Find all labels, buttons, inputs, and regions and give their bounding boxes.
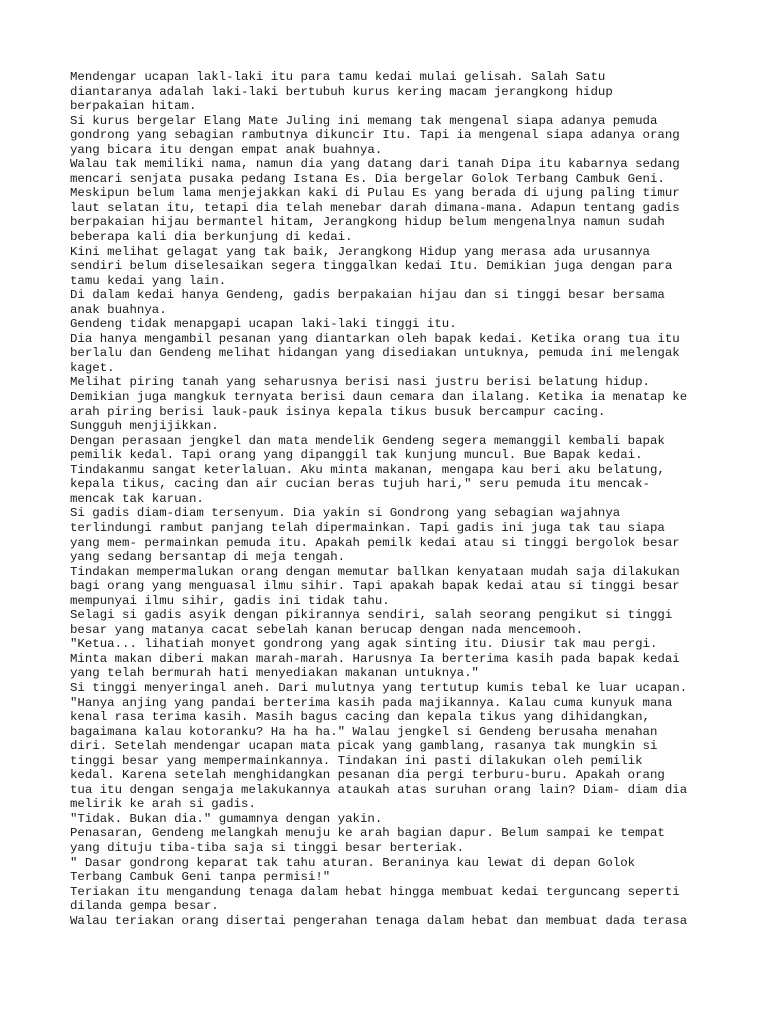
text-line: Minta makan diberi makan marah-marah. Harusnya Ia berterima kasih pada bapak kedai [70, 651, 680, 666]
text-line: Teriakan itu mengandung tenaga dalam hebat hingga membuat kedai terguncang seperti [70, 884, 680, 899]
text-line: Sungguh menjijikkan. [70, 419, 219, 434]
text-line: Walau teriakan orang disertai pengerahan tenaga dalam hebat dan membuat dada terasa [70, 913, 688, 928]
text-line: terlindungi rambut panjang telah dipermainkan. Tapi gadis ini juga tak tau siapa [70, 520, 665, 535]
text-line: "Hanya anjing yang pandai berterima kasih pada majikannya. Kalau cuma kunyuk mana [70, 695, 673, 710]
text-line: Gendeng tidak menapgapi ucapan laki-laki tinggi itu. [70, 317, 457, 332]
text-line: Si tinggi menyeringal aneh. Dari mulutnya yang tertutup kumis tebal ke luar ucapan. [70, 680, 688, 695]
text-line: Tindakan mempermalukan orang dengan memutar ballkan kenyataan mudah saja dilakukan [70, 564, 680, 579]
text-line: Selagi si gadis asyik dengan pikirannya sendiri, salah seorang pengikut si tinggi [70, 608, 673, 623]
text-line: berpakaian hitam. [70, 99, 197, 114]
document-page [70, 70, 710, 928]
text-line: melirik ke arah si gadis. [70, 797, 256, 812]
text-line: yang mem- permainkan pemuda itu. Apakah pemilk kedai atau si tinggi bergolok besar [70, 535, 680, 550]
text-line: kepala tikus, cacing dan air cucian beras tujuh hari," seru pemuda itu mencak- [70, 477, 650, 492]
text-line: Melihat piring tanah yang seharusnya berisi nasi justru berisi belatung hidup. [70, 375, 650, 390]
text-line: diri. Setelah mendengar ucapan mata picak yang gamblang, rasanya tak mungkin si [70, 739, 658, 754]
text-line: yang sedang bersantap di meja tengah. [70, 550, 346, 565]
text-line: yang telah bermurah hati menyediakan makanan untuknya." [70, 666, 479, 681]
text-line: tinggi besar yang mempermainkannya. Tindakan ini pasti dilakukan oleh pemilik [70, 753, 643, 768]
text-line: anak buahnya. [70, 302, 167, 317]
text-line: Tindakanmu sangat keterlaluan. Aku minta makanan, mengapa kau beri aku belatung, [70, 462, 665, 477]
text-line: Mendengar ucapan lakl-laki itu para tamu kedai mulai gelisah. Salah Satu [70, 70, 606, 84]
text-line: Si gadis diam-diam tersenyum. Dia yakin si Gondrong yang sebagian wajahnya [70, 506, 621, 521]
text-line: arah piring berisi lauk-pauk isinya kepala tikus busuk bercampur cacing. [70, 404, 606, 419]
text-line: dilanda gempa besar. [70, 899, 219, 914]
text-line: Kini melihat gelagat yang tak baik, Jerangkong Hidup yang merasa ada urusannya [70, 244, 650, 259]
text-line: yang dituju tiba-tiba saja si tinggi besar berteriak. [70, 840, 465, 855]
text-line: Dia hanya mengambil pesanan yang diantarkan oleh bapak kedai. Ketika orang tua itu [70, 331, 680, 346]
text-line: laut selatan itu, tetapi dia telah menebar darah dimana-mana. Adapun tentang gadis [70, 200, 680, 215]
text-line: diantaranya adalah laki-laki bertubuh kurus kering macam jerangkong hidup [70, 84, 613, 99]
text-line: kedal. Karena setelah menghidangkan pesanan dia pergi terburu-buru. Apakah orang [70, 768, 665, 783]
text-line: " Dasar gondrong keparat tak tahu aturan. Beraninya kau lewat di depan Golok [70, 855, 636, 870]
text-line: Demikian juga mangkuk ternyata berisi daun cemara dan ilalang. Ketika ia menatap ke [70, 390, 688, 405]
text-line: Si kurus bergelar Elang Mate Juling ini memang tak mengenal siapa adanya pemuda [70, 113, 658, 128]
text-line: Meskipun belum lama menjejakkan kaki di Pulau Es yang berada di ujung paling timur [70, 186, 680, 201]
text-line: kaget. [70, 360, 115, 375]
text-line: sendiri belum diselesaikan segera tinggalkan kedai Itu. Demikian juga dengan para [70, 259, 673, 274]
text-line: besar yang matanya cacat sebelah kanan berucap dengan nada mencemooh. [70, 622, 584, 637]
text-line: mempunyai ilmu sihir, gadis ini tidak tahu. [70, 593, 390, 608]
text-line: "Ketua... lihatiah monyet gondrong yang agak sinting itu. Diusir tak mau pergi. [70, 637, 658, 652]
text-line: kenal rasa terima kasih. Masih bagus cacing dan kepala tikus yang dihidangkan, [70, 710, 650, 725]
text-line: "Tidak. Bukan dia." gumamnya dengan yakin. [70, 811, 383, 826]
text-line: tua itu dengan sengaja melakukannya ataukah atas suruhan orang lain? Diam- diam dia [70, 782, 688, 797]
text-line: berlalu dan Gendeng melihat hidangan yang disediakan untuknya, pemuda ini melengak [70, 346, 680, 361]
text-line: Terbang Cambuk Geni tanpa permisi!" [70, 870, 331, 885]
text-line: berpakaian hijau bermantel hitam, Jerangkong hidup belum mengenalnya namun sudah [70, 215, 665, 230]
text-line: Dengan perasaan jengkel dan mata mendelik Gendeng segera memanggil kembali bapak [70, 433, 665, 448]
text-line: beberapa kali dia berkunjung di kedai. [70, 230, 353, 245]
text-line: Penasaran, Gendeng melangkah menuju ke arah bagian dapur. Belum sampai ke tempat [70, 826, 665, 841]
text-line: Walau tak memiliki nama, namun dia yang datang dari tanah Dipa itu kabarnya sedang [70, 157, 680, 172]
text-line: gondrong yang sebagian rambutnya dikuncir Itu. Tapi ia mengenal siapa adanya orang [70, 128, 680, 143]
text-line: bagi orang yang menguasal ilmu sihir. Tapi apakah bapak kedai atau si tinggi besar [70, 579, 680, 594]
text-line: yang bicara itu dengan empat anak buahnya. [70, 142, 383, 157]
text-line: Di dalam kedai hanya Gendeng, gadis berpakaian hijau dan si tinggi besar bersama [70, 288, 665, 303]
text-line: pemilik kedal. Tapi orang yang dipanggil tak kunjung muncul. Bue Bapak kedai. [70, 448, 643, 463]
text-line: bagaimana kalau kotoranku? Ha ha ha." Walau jengkel si Gendeng berusaha menahan [70, 724, 658, 739]
text-line: mencari senjata pusaka pedang Istana Es. Dia bergelar Golok Terbang Cambuk Geni. [70, 171, 665, 186]
text-line: mencak tak karuan. [70, 491, 204, 506]
text-line: tamu kedai yang lain. [70, 273, 227, 288]
